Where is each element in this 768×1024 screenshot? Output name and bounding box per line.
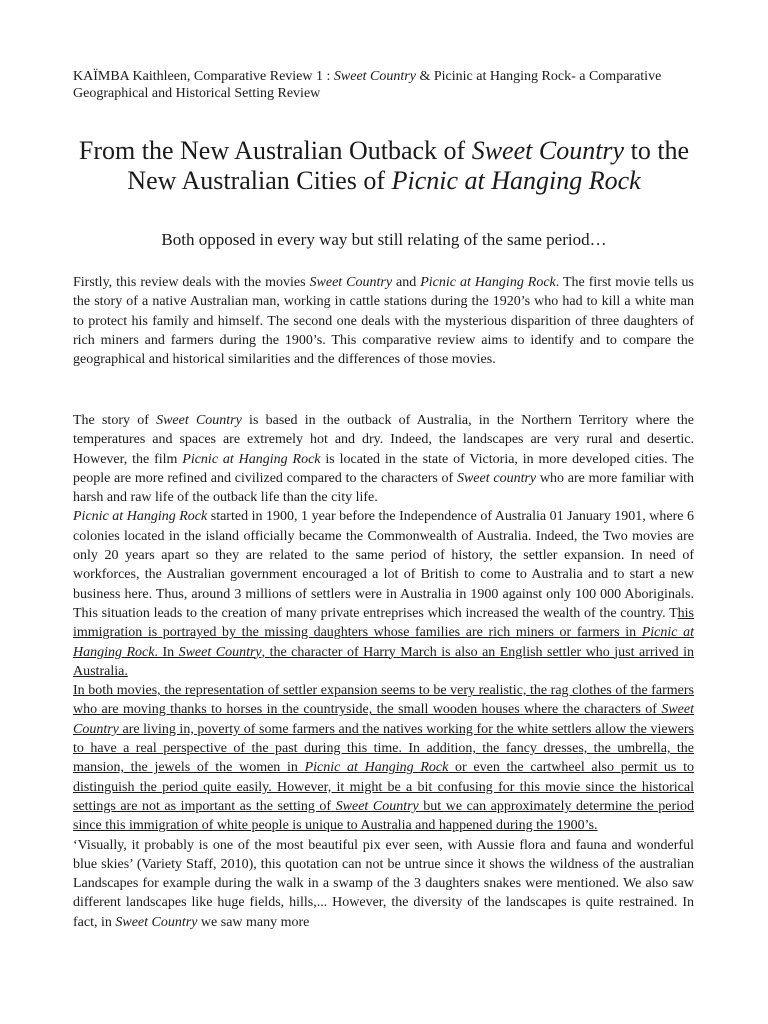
underlined-text: are living in, poverty of some farmers and the natives working for the white settlers allow the viewers to have a real perspective of the past during this time. In addition, the fancy dresses, the umbrella, the mansion, the jewels of the women in <box>73 721 694 776</box>
body-text: The story of <box>73 413 157 428</box>
body-film-ref: Sweet country <box>456 470 537 486</box>
underlined-film-ref: Sweet Country <box>335 798 419 814</box>
document-title <box>60 136 708 196</box>
header-suffix: & Picinic at Hanging Rock- a Comparative Geographical and Historical Setting Review <box>73 69 662 101</box>
body-text: who are more familiar with harsh and raw life of the outback life than the city life. <box>73 470 695 506</box>
underlined-text: In both movies, the representation of settler expansion seems to be very realistic, the rag clothes of the farmers who are moving thanks to horses in the countryside, the small wooden houses where the characters of <box>73 683 694 718</box>
body-text: is based in the outback of Australia, in the Northern Territory where the temperatures and spaces are extremely hot and dry. Indeed, the landscapes are very rural and desertic. However, the film <box>73 413 694 467</box>
intro-text: . The first movie tells us the story of a native Australian man, working in cattle stations during the 1920’s who had to kill a white man to protect his family and himself. The second one deals with the mysterious disparition of three daughters of rich miners and farmers during the 1900’s. This comparative review aims to identify and to compare the geographical and historical similarities and the differences of those movies. <box>73 275 694 368</box>
body-film-ref: Picnic at Hanging Rock <box>73 509 208 525</box>
body-text: is located in the state of Victoria, in more developed cities. The people are more refined and civilized compared to the characters of <box>73 451 694 486</box>
underlined-text: but we can approximately determine the period since this immigration of white people is unique to Australia and happened during the 1900’s. <box>73 798 694 834</box>
underlined-film-ref: Sweet Country <box>178 644 262 660</box>
title-part-2: to the New Australian Cities of <box>127 136 690 195</box>
document-header <box>73 68 703 102</box>
body-film-ref: Sweet Country <box>115 914 198 930</box>
underlined-text: , the character of Harry March is also an English settler who just arrived in Australia. <box>73 644 695 679</box>
underlined-film-ref: Sweet Country <box>73 702 694 737</box>
intro-text: and <box>392 275 421 290</box>
body-film-ref: Sweet Country <box>156 413 242 428</box>
intro-paragraph <box>73 273 694 369</box>
underlined-text: his immigration is portrayed by the missing daughters whose families are rich miners or farmers in <box>73 605 694 641</box>
intro-film-ref: Sweet Country <box>309 275 393 290</box>
underlined-film-ref: Picnic at Hanging Rock <box>73 625 695 660</box>
document-subtitle: Both opposed in every way but still relating of the same period… <box>161 230 607 249</box>
title-part-1: From the New Australian Outback of <box>78 136 472 165</box>
body-film-ref: Picnic at Hanging Rock <box>182 451 321 467</box>
body-text: we saw many more <box>197 914 310 930</box>
body-text: started in 1900, 1 year before the Independence of Australia 01 January 1901, where 6 colonies located in the island officially became the Commonwealth of Australia. Indeed, the Two movies are only 20 years apart so they are related to the same period of history, the settler expansion. In need of workforces, the Australian government encouraged a lot of British to come to Australia and to start a new business here. Thus, around 3 millions of settlers were in Australia in 1900 against only 100 000 Aboriginals. This situation leads to the creation of many private entreprises which increased the wealth of the country. T <box>73 509 694 621</box>
intro-film-ref: Picnic at Hanging Rock <box>420 275 556 290</box>
title-film-1: Sweet Country <box>471 136 625 165</box>
header-film-title: Sweet Country <box>333 69 416 84</box>
title-film-2: Picnic at Hanging Rock <box>391 166 641 195</box>
underlined-film-ref: Picnic at Hanging Rock <box>304 760 449 776</box>
underlined-text: or even the cartwheel also permit us to distinguish the period quite easily. However, it might be a bit confusing for this movie since the historical settings are not as important as the setting of <box>73 760 694 814</box>
body-text: ‘Visually, it probably is one of the most beautiful pix ever seen, with Aussie flora and fauna and wonderful blue skies’ (Variety Staff, 2010), this quotation can not be untrue since it shows the wildness of the australian Landscapes for example during the walk in a swamp of the 3 daughters snakes were mentioned. We also saw different landscapes like huge fields, hills,... However, the diversity of the landscapes is quite restrained. In fact, in <box>73 837 694 930</box>
underlined-text: . In <box>154 644 179 660</box>
header-prefix: KAÏMBA Kaithleen, Comparative Review 1 : <box>73 69 334 84</box>
intro-text: Firstly, this review deals with the movies <box>73 275 310 290</box>
body-paragraph <box>73 411 694 932</box>
